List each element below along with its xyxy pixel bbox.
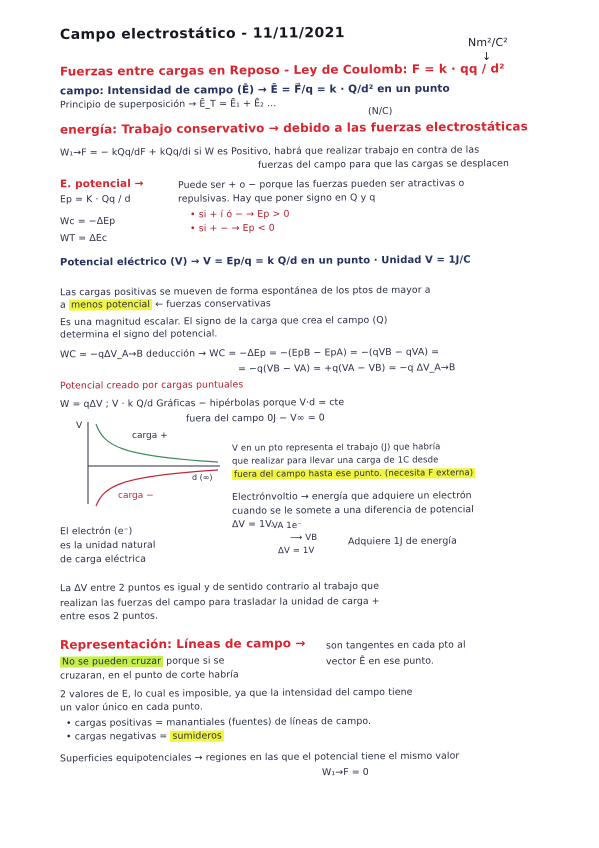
highlight-menos-potencial: menos potencial [70,299,151,311]
ev-diagram-mid: ⟶ VB [289,532,318,544]
representation-right: son tangentes en cada pto al [325,639,466,652]
electron-note-2: es la unidad natural [59,539,156,552]
no-cross-line: No se pueden cruzar porque si se [61,655,225,668]
graph-neg-label: carga − [118,491,154,501]
potential-heading: Potencial eléctrico (V) → V = Ep/q = k Q/d en un punto · Unidad V = 1J/C [59,254,471,269]
ev-diagram-bot: ΔV = 1V [277,545,315,557]
dv-line-3: entre esos 2 puntos. [59,610,159,623]
dv-line-2: realizan las fuerzas del campo para trasladar la unidad de carga + [59,595,380,610]
sign-rule-1: • si + í ó − → Ep > 0 [189,208,290,221]
lines-l3: 2 valores de E, lo cual es imposible, ya que la intensidad del campo tiene [59,686,413,701]
potential-graph [70,418,230,508]
graph-v-label: V [76,421,83,431]
ev-line-2: cuando se le somete a una diferencia de potencial [231,504,475,517]
curve-positive [96,424,218,462]
graph-d-label: d (∞) [192,473,213,482]
bullet-positive: • cargas positivas = manantiales (fuentes) de líneas de campo. [65,715,372,730]
equipotential-line: Superficies equipotenciales → regiones en las que el potencial tiene el mismo valor [59,750,460,765]
energy-heading: energía: Trabajo conservativo → debido a las fuerzas electrostáticas [59,119,528,137]
work-line-1: W₁→F = − kQq/dF + kQq/di si W es Positivo, habrá que realizar trabajo en contra de las [59,144,480,159]
sign-rule-2: • si + − → Ep < 0 [189,222,275,235]
pot-fuera: fuera del campo 0J − V∞ = 0 [185,412,325,425]
vpt-line-3: fuera del campo hasta ese punto. (necesita F externa) [233,468,474,480]
ep-title: E. potencial → [59,177,144,191]
ev-line-3: ΔV = 1V. [231,518,274,531]
lines-l4: un valor único en cada punto. [59,701,203,714]
wt-line: WT = ΔEc [59,232,108,245]
coulomb-heading: Fuerzas entre cargas en Reposo - Ley de Coulomb: F = k · qq / d² [59,61,505,79]
units-arrow: ↓ [481,49,492,64]
vpt-line-1: V en un pto representa el trabajo (J) que habría [231,442,441,454]
units-label: Nm²/C² [467,35,508,50]
electron-note-3: de carga eléctrica [59,553,147,566]
wc-line: Wc = −ΔEp [59,215,116,228]
highlight-no-cruzar: No se pueden cruzar [61,655,162,668]
work-deduction-2: = −q(VB − VA) = +q(VA − VB) = −q ΔV_A→B [237,362,456,375]
work-line-2: fuerzas del campo para que las cargas se desplacen [257,158,510,171]
representation-heading: Representación: Líneas de campo → [59,636,306,652]
vpt-line-2: que realizar para llevar una carga de 1C desde [231,455,439,467]
potential-p4: determina el signo del potencial. [59,328,218,341]
pot-creado: Potencial creado por cargas puntuales [59,379,244,392]
ev-adquiere: Adquiere 1J de energía [347,535,457,548]
campo-line: campo: Intensidad de campo (Ē) → Ē = F⃗/q = k · Q/d² en un punto [59,82,450,98]
page-title: Campo electrostático - 11/11/2021 [59,25,345,43]
work-deduction-1: WC = −qΔV_A→B deducción → WC = −ΔEp = −(EpB − EpA) = −(qVB − qVA) = [59,346,440,361]
dv-line-1: La ΔV entre 2 puntos es igual y de sentido contrario al trabajo que [59,580,380,595]
unit-nc: (N/C) [367,105,393,118]
ep-formula: Ep = K · Qq / d [59,193,131,206]
bullet-negative: • cargas negativas = sumideros [65,730,222,743]
equipotential-work: W₁→F = 0 [321,766,369,779]
potential-p3: Es una magnitud escalar. El signo de la carga que crea el campo (Q) [59,314,388,329]
electron-note-1: El electrón (e⁻) [59,525,133,538]
lines-l2: cruzaran, en el punto de corte habría [59,669,239,682]
representation-vector: vector Ē en ese punto. [325,655,435,668]
ep-desc-2: repulsivas. Hay que poner signo en Q y q [177,192,376,205]
ev-diagram-top: VA 1e⁻ [271,520,302,532]
graph-pos-label: carga + [132,431,168,441]
potential-p2: a menos potencial ← fuerzas conservativas [59,298,271,311]
highlight-sumideros: sumideros [172,730,222,742]
superposition-line: Principio de superposición → Ē_T = Ē₁ + Ē₂ ... [59,98,277,111]
ev-line-1: Electrónvoltio → energía que adquiere un electrón [231,490,472,503]
potential-p1: Las cargas positivas se mueven de forma espontánea de los ptos de mayor a [59,284,431,299]
pot-formula: W = qΔV ; V · k Q/d Gráficas − hipérbolas porque V·d = cte [59,397,345,410]
ep-desc-1: Puede ser + o − porque las fuerzas pueden ser atractivas o [177,178,465,191]
